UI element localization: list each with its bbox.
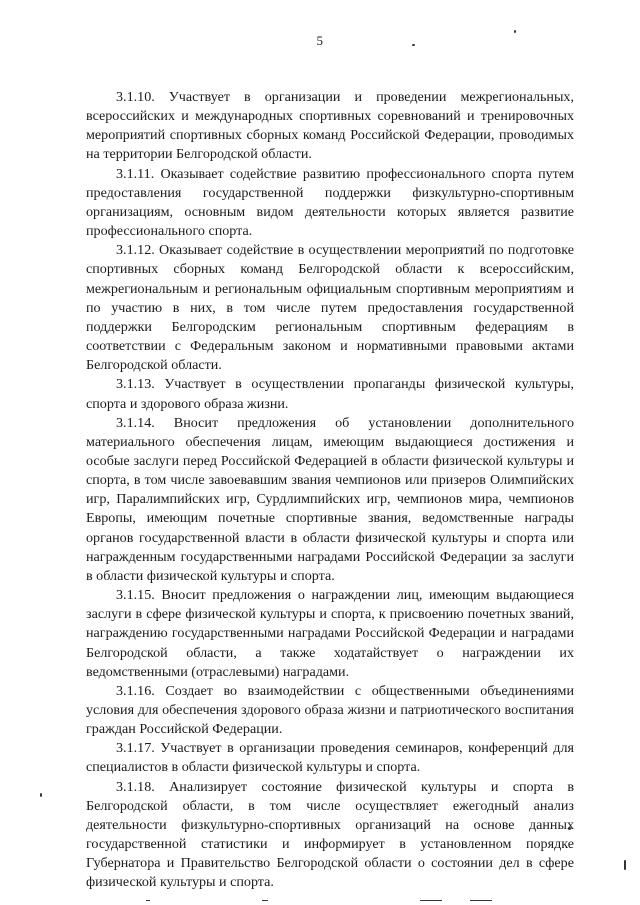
paragraph-3-1-15: 3.1.15. Вносит предложения о награждении лиц, имеющим выдающиеся заслуги в сфере физической культуры и спорта, к присвоению почетных званий, награждению государственными наградами Российской Федерации и наградами Белгородской области, а также ходатайствует о награждении их ведомственными (отраслевыми) наградами.	[86, 587, 574, 680]
paragraph-3-1-14: 3.1.14. Вносит предложения об установлении дополнительного материального обеспечения лицам, имеющим выдающиеся достижения и особые заслуги перед Российской Федерацией в области физической культуры и спорта, в том числе завоевавшим звания чемпионов или призеров Олимпийских игр, Паралимпийских игр, Сурдлимпийских игр, чемпионов мира, чемпионов Европы, имеющим почетные спортивные звания, ведомственные награды органов государственной власти в области физической культуры и спорта или награжденным государственными наградами Российской Федерации за заслуги в области физической культуры и спорта.	[86, 414, 574, 584]
paragraph-3-1-10: 3.1.10. Участвует в организации и проведении межрегиональных, всероссийских и международных спортивных соревнований и тренировочных мероприятий спортивных сборных команд Российской Федерации, проводимых на территории Белгородской области.	[86, 89, 574, 163]
paragraph-3-1-18: 3.1.18. Анализирует состояние физической культуры и спорта в Белгородской области, в том числе осуществляет ежегодный анализ деятельности физкультурно-спортивных организаций на основе данных государственной статистики и информирует в установленном порядке Губернатора и Правительство Белгородской области о состоянии дел в сфере физической культуры и спорта.	[86, 778, 574, 891]
scan-speck	[146, 900, 150, 901]
document-body	[86, 88, 574, 893]
scan-speck	[470, 900, 492, 901]
paragraph-3-1-13: 3.1.13. Участвует в осуществлении пропаганды физической культуры, спорта и здорового образа жизни.	[86, 376, 574, 412]
paragraph-3-1-17: 3.1.17. Участвует в организации проведения семинаров, конференций для специалистов в области физической культуры и спорта.	[86, 740, 574, 776]
scan-speck	[514, 30, 516, 33]
scan-speck	[624, 860, 626, 870]
scan-speck	[412, 44, 415, 46]
scan-speck	[40, 793, 42, 797]
paragraph-3-1-16: 3.1.16. Создает во взаимодействии с общественными объединениями условия для обеспечения здорового образа жизни и патриотического воспитания граждан Российской Федерации.	[86, 682, 574, 738]
scan-speck	[420, 900, 442, 901]
scan-speck	[262, 900, 268, 901]
page-number: 5	[316, 33, 324, 48]
paragraph-3-1-12: 3.1.12. Оказывает содействие в осуществлении мероприятий по подготовке спортивных сборных команд Белгородской области к всероссийским, межрегиональным и региональным официальным спортивным мероприятиям и по участию в них, в том числе путем предоставления государственной поддержки Белгородским региональным спортивным федерациям в соответствии с Федеральным законом и нормативными правовыми актами Белгородской области.	[86, 242, 574, 374]
paragraph-3-1-11: 3.1.11. Оказывает содействие развитию профессионального спорта путем предоставления государственной поддержки физкультурно-спортивным организациям, основным видом деятельности которых является развитие профессионального спорта.	[86, 165, 574, 240]
